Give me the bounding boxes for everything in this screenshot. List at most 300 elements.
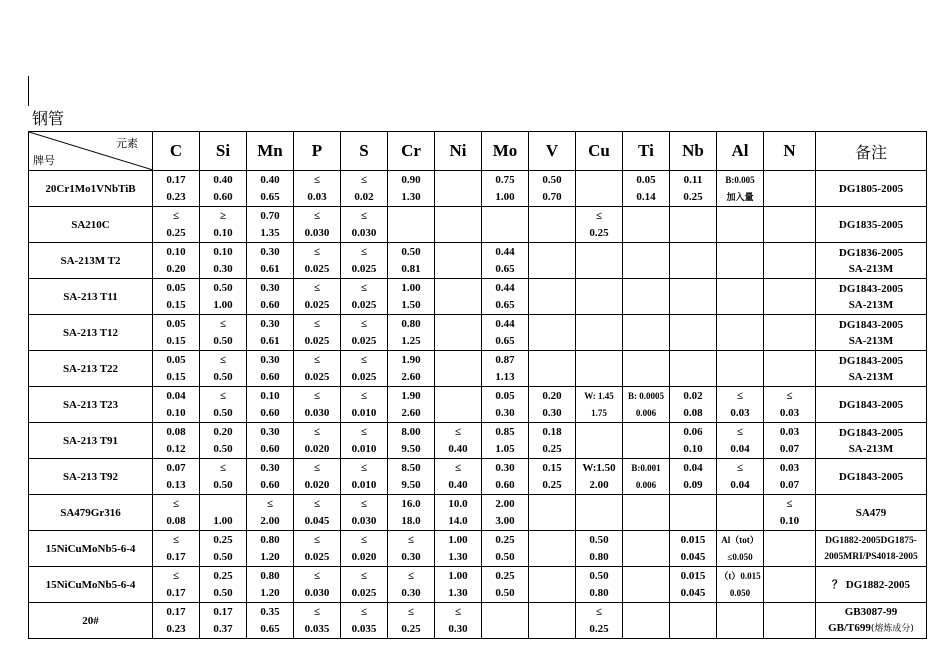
value-cell-al xyxy=(717,387,764,423)
note-text: DG1843-2005 xyxy=(838,470,904,483)
value-min xyxy=(435,173,481,188)
value-cell-si xyxy=(200,243,247,279)
value-min: ≤ xyxy=(219,317,227,330)
value-max: 0.006 xyxy=(635,407,657,418)
value-cell-mo xyxy=(482,459,529,495)
value-cell-cu xyxy=(576,279,623,315)
grade-cell: 15NiCuMoNb5-6-4 xyxy=(29,531,153,567)
value-min xyxy=(764,209,815,224)
value-max: 1.00 xyxy=(495,190,515,203)
value-cell-v xyxy=(529,243,576,279)
value-min xyxy=(670,605,716,620)
value-min: 0.10 xyxy=(166,245,186,258)
value-min: ≤ xyxy=(172,569,180,582)
table-row xyxy=(29,351,927,387)
note-line xyxy=(816,533,926,549)
value-max: 0.50 xyxy=(213,370,233,383)
value-cell-cr xyxy=(388,171,435,207)
value-min: 0.04 xyxy=(166,389,186,402)
value-max xyxy=(576,514,622,529)
value-max: 0.15 xyxy=(166,370,186,383)
value-max xyxy=(717,262,763,277)
value-cell-mn xyxy=(247,315,294,351)
value-cell-s xyxy=(341,531,388,567)
value-min: ≤ xyxy=(313,569,321,582)
value-cell-al xyxy=(717,207,764,243)
value-cell-s xyxy=(341,603,388,639)
value-max: 0.050 xyxy=(729,587,751,598)
value-min xyxy=(576,425,622,440)
value-cell-v xyxy=(529,351,576,387)
value-min: 0.75 xyxy=(495,173,515,186)
value-min xyxy=(482,605,528,620)
note-text: GB3087-99 xyxy=(844,606,898,618)
value-cell-c xyxy=(153,531,200,567)
value-min xyxy=(670,245,716,260)
value-min: ≤ xyxy=(219,389,227,402)
value-max xyxy=(529,622,575,637)
value-max xyxy=(529,334,575,349)
value-max: 3.00 xyxy=(495,514,515,527)
value-max xyxy=(670,514,716,529)
value-max: 0.010 xyxy=(351,406,377,419)
value-max: 0.61 xyxy=(260,262,280,275)
value-max: 0.60 xyxy=(213,190,233,203)
value-max xyxy=(717,334,763,349)
note-text: SA-213M xyxy=(848,334,894,347)
value-cell-si xyxy=(200,387,247,423)
value-cell-nb xyxy=(670,495,717,531)
value-min: ≤ xyxy=(407,569,415,582)
value-cell-v xyxy=(529,315,576,351)
note-text: GB/T699 xyxy=(828,622,871,634)
value-min xyxy=(764,317,815,332)
note-line xyxy=(816,549,926,565)
note-line xyxy=(816,217,926,233)
value-min: 0.10 xyxy=(260,389,280,402)
value-min xyxy=(764,533,815,548)
value-min: ≤ xyxy=(454,605,462,618)
value-min: 0.50 xyxy=(589,569,609,582)
value-min: 0.03 xyxy=(779,461,800,474)
note-line xyxy=(816,297,926,313)
value-max: 0.40 xyxy=(448,478,468,491)
value-max: 0.60 xyxy=(260,370,280,383)
value-min: 0.35 xyxy=(260,605,280,618)
value-min: 0.30 xyxy=(260,317,280,330)
note-line xyxy=(816,369,926,385)
value-min: ≤ xyxy=(313,173,321,186)
value-max: 0.20 xyxy=(166,262,186,275)
value-max xyxy=(435,334,481,349)
value-cell-mn xyxy=(247,531,294,567)
value-cell-cu xyxy=(576,567,623,603)
value-min: 8.50 xyxy=(401,461,421,474)
value-cell-ni xyxy=(435,171,482,207)
note-cell xyxy=(816,423,927,459)
value-max: 0.03 xyxy=(730,406,750,419)
value-max: 0.030 xyxy=(351,226,377,239)
value-max: 0.13 xyxy=(166,478,186,491)
value-min: ≤ xyxy=(736,425,744,438)
value-min: 0.20 xyxy=(213,425,233,438)
value-max: 0.65 xyxy=(495,262,515,275)
value-max: 0.025 xyxy=(351,262,377,275)
value-max: 0.17 xyxy=(166,550,186,563)
note-line xyxy=(816,245,926,261)
value-max: 0.50 xyxy=(213,334,233,347)
value-cell-mn xyxy=(247,207,294,243)
value-min: 1.00 xyxy=(448,533,468,546)
value-cell-v xyxy=(529,459,576,495)
value-cell-cr xyxy=(388,459,435,495)
value-min xyxy=(482,209,528,224)
value-cell-ti xyxy=(623,459,670,495)
value-min: B:0.005 xyxy=(725,174,755,185)
value-max xyxy=(529,514,575,529)
note-text: ？ DG1882-2005 xyxy=(832,578,910,591)
value-min: 0.10 xyxy=(213,245,233,258)
value-cell-p xyxy=(294,207,341,243)
value-max: 0.37 xyxy=(213,622,233,635)
corner-label-grade: 牌号 xyxy=(33,154,55,167)
value-max xyxy=(388,226,434,241)
value-max: 0.60 xyxy=(260,442,280,455)
value-cell-ni xyxy=(435,567,482,603)
value-min xyxy=(529,281,575,296)
value-max: 1.13 xyxy=(495,370,515,383)
value-max: 0.030 xyxy=(304,406,330,419)
value-min: 0.02 xyxy=(683,389,703,402)
note-text: 2005MRI/PS4018-2005 xyxy=(824,551,918,562)
value-min: 0.15 xyxy=(542,461,562,474)
value-min xyxy=(670,317,716,332)
value-max: 0.030 xyxy=(351,514,377,527)
value-max: 1.35 xyxy=(260,226,280,239)
value-max: 1.30 xyxy=(448,586,468,599)
value-min xyxy=(435,281,481,296)
value-cell-mn xyxy=(247,279,294,315)
value-max: 1.75 xyxy=(591,407,607,418)
value-min xyxy=(435,245,481,260)
value-min: 0.80 xyxy=(260,533,280,546)
value-cell-si xyxy=(200,459,247,495)
note-text: SA-213M xyxy=(848,262,894,275)
value-min: ≤ xyxy=(219,353,227,366)
value-min: 0.87 xyxy=(495,353,515,366)
value-cell-ni xyxy=(435,207,482,243)
value-cell-cr xyxy=(388,243,435,279)
value-cell-mn xyxy=(247,495,294,531)
value-cell-n xyxy=(764,315,816,351)
table-row xyxy=(29,459,927,495)
value-min: ≤ xyxy=(360,389,368,402)
value-min: 0.80 xyxy=(401,317,421,330)
value-min xyxy=(529,353,575,368)
value-cell-mn xyxy=(247,423,294,459)
value-min xyxy=(529,317,575,332)
value-cell-v xyxy=(529,567,576,603)
value-min xyxy=(670,209,716,224)
value-min xyxy=(576,245,622,260)
value-min: ≤ xyxy=(313,209,321,222)
value-cell-v xyxy=(529,603,576,639)
value-min: ≤ xyxy=(360,245,368,258)
value-min xyxy=(623,245,669,260)
value-min: ≤ xyxy=(454,461,462,474)
value-cell-ni xyxy=(435,603,482,639)
table-row xyxy=(29,315,927,351)
value-min: ≤ xyxy=(407,605,415,618)
value-max: 0.50 xyxy=(213,406,233,419)
value-cell-c xyxy=(153,495,200,531)
element-header-p: P xyxy=(294,132,341,171)
value-min: 0.44 xyxy=(495,317,515,330)
value-cell-cr xyxy=(388,603,435,639)
value-max: 0.65 xyxy=(495,334,515,347)
value-cell-al xyxy=(717,567,764,603)
value-min: 1.90 xyxy=(401,353,421,366)
value-cell-s xyxy=(341,567,388,603)
value-min: 0.015 xyxy=(680,533,706,546)
value-min xyxy=(435,317,481,332)
value-min xyxy=(764,173,815,188)
value-min xyxy=(717,497,763,512)
value-cell-cr xyxy=(388,351,435,387)
value-min: 2.00 xyxy=(495,497,515,510)
value-cell-n xyxy=(764,243,816,279)
value-min: ≤ xyxy=(313,533,321,546)
value-cell-nb xyxy=(670,423,717,459)
value-max xyxy=(529,226,575,241)
value-min: ≤ xyxy=(786,497,793,510)
value-max: 0.10 xyxy=(683,442,703,455)
value-cell-si xyxy=(200,207,247,243)
value-min: 0.30 xyxy=(495,461,515,474)
value-cell-mn xyxy=(247,387,294,423)
value-min: 0.40 xyxy=(260,173,280,186)
value-min xyxy=(764,569,815,584)
grade-cell: SA479Gr316 xyxy=(29,495,153,531)
note-cell xyxy=(816,459,927,495)
value-cell-v xyxy=(529,279,576,315)
value-min: （t）0.015 xyxy=(719,570,761,581)
value-max: 0.12 xyxy=(166,442,186,455)
value-cell-si xyxy=(200,603,247,639)
value-min: ≤ xyxy=(736,389,744,402)
value-max: 0.15 xyxy=(166,298,186,311)
header-row xyxy=(29,132,927,171)
note-cell xyxy=(816,207,927,243)
section-title: 钢管 xyxy=(32,109,65,128)
value-cell-cu xyxy=(576,603,623,639)
value-min xyxy=(717,353,763,368)
value-min xyxy=(764,605,815,620)
value-cell-ti xyxy=(623,387,670,423)
value-min: 0.11 xyxy=(683,173,703,186)
value-cell-n xyxy=(764,387,816,423)
note-line xyxy=(816,317,926,333)
value-max: 0.025 xyxy=(351,586,377,599)
value-max xyxy=(529,550,575,565)
value-min xyxy=(623,497,669,512)
value-min xyxy=(764,353,815,368)
grade-cell: SA-213 T23 xyxy=(29,387,153,423)
grade-cell: SA210C xyxy=(29,207,153,243)
value-cell-p xyxy=(294,459,341,495)
value-min: ≤ xyxy=(313,353,321,366)
value-max: 0.07 xyxy=(779,478,800,491)
value-cell-v xyxy=(529,531,576,567)
value-cell-ti xyxy=(623,279,670,315)
element-header-n: N xyxy=(764,132,816,171)
value-max: 0.50 xyxy=(213,550,233,563)
value-min: 0.50 xyxy=(401,245,421,258)
value-min: 0.05 xyxy=(495,389,515,402)
value-max: 0.65 xyxy=(260,622,280,635)
value-max xyxy=(435,406,481,421)
value-max: 0.10 xyxy=(213,226,233,239)
value-cell-al xyxy=(717,423,764,459)
note-line xyxy=(816,353,926,369)
value-cell-cu xyxy=(576,531,623,567)
note-line xyxy=(816,620,926,637)
note-cell xyxy=(816,387,927,423)
note-text: SA-213M xyxy=(848,370,894,383)
value-max xyxy=(529,298,575,313)
value-min: 8.00 xyxy=(401,425,421,438)
left-margin-line xyxy=(28,76,29,106)
value-max xyxy=(482,622,528,637)
note-text: DG1843-2005 xyxy=(838,354,904,367)
value-min: ≤ xyxy=(360,497,368,510)
value-cell-nb xyxy=(670,279,717,315)
value-cell-n xyxy=(764,423,816,459)
value-min xyxy=(717,245,763,260)
value-cell-mn xyxy=(247,243,294,279)
value-min: 0.40 xyxy=(213,173,233,186)
value-min xyxy=(717,317,763,332)
value-max: 0.030 xyxy=(304,586,330,599)
value-max xyxy=(576,262,622,277)
value-max xyxy=(717,226,763,241)
note-line xyxy=(816,181,926,197)
table-row xyxy=(29,531,927,567)
value-max xyxy=(717,370,763,385)
value-min: 1.00 xyxy=(401,281,421,294)
value-max xyxy=(717,622,763,637)
value-min xyxy=(670,353,716,368)
value-cell-mo xyxy=(482,387,529,423)
value-min xyxy=(764,281,815,296)
value-cell-cr xyxy=(388,423,435,459)
value-max: 0.70 xyxy=(542,190,562,203)
element-header-ti: Ti xyxy=(623,132,670,171)
note-line xyxy=(816,281,926,297)
value-max: 1.00 xyxy=(213,298,233,311)
value-cell-ti xyxy=(623,531,670,567)
value-min: ≤ xyxy=(313,497,321,510)
value-cell-n xyxy=(764,459,816,495)
value-cell-s xyxy=(341,279,388,315)
value-max: 1.30 xyxy=(401,190,421,203)
value-max: 0.80 xyxy=(589,550,609,563)
value-max xyxy=(435,370,481,385)
value-min xyxy=(435,389,481,404)
value-max: 0.010 xyxy=(351,478,377,491)
value-cell-p xyxy=(294,279,341,315)
value-max: 0.61 xyxy=(260,334,280,347)
value-cell-ni xyxy=(435,279,482,315)
value-cell-s xyxy=(341,171,388,207)
value-max: 0.30 xyxy=(542,406,562,419)
value-cell-cu xyxy=(576,171,623,207)
note-text: DG1805-2005 xyxy=(838,182,904,195)
value-max: 1.20 xyxy=(260,550,280,563)
value-cell-nb xyxy=(670,243,717,279)
value-max: 0.08 xyxy=(683,406,703,419)
value-cell-v xyxy=(529,495,576,531)
value-min xyxy=(529,605,575,620)
value-cell-ti xyxy=(623,423,670,459)
value-cell-al xyxy=(717,171,764,207)
value-max xyxy=(717,298,763,313)
grade-cell: SA-213 T12 xyxy=(29,315,153,351)
element-header-ni: Ni xyxy=(435,132,482,171)
value-max: 0.025 xyxy=(304,298,330,311)
value-min: Al（tot） xyxy=(721,534,759,545)
value-max: 0.65 xyxy=(495,298,515,311)
value-max xyxy=(623,442,669,457)
value-max: 0.03 xyxy=(307,190,327,203)
value-cell-n xyxy=(764,171,816,207)
note-text: DG1843-2005 xyxy=(838,282,904,295)
value-cell-v xyxy=(529,423,576,459)
value-min xyxy=(623,605,669,620)
value-min xyxy=(623,353,669,368)
element-header-si: Si xyxy=(200,132,247,171)
value-min: 1.00 xyxy=(448,569,468,582)
value-max: 0.020 xyxy=(304,442,330,455)
value-min: W:1.50 xyxy=(582,461,616,474)
value-min xyxy=(576,173,622,188)
value-min xyxy=(200,497,246,512)
value-cell-p xyxy=(294,423,341,459)
value-cell-cu xyxy=(576,423,623,459)
value-cell-mn xyxy=(247,603,294,639)
value-cell-al xyxy=(717,351,764,387)
value-cell-nb xyxy=(670,567,717,603)
value-cell-n xyxy=(764,351,816,387)
note-line xyxy=(816,505,926,521)
value-cell-cu xyxy=(576,459,623,495)
value-max xyxy=(623,622,669,637)
value-cell-c xyxy=(153,387,200,423)
value-max: 0.025 xyxy=(351,334,377,347)
value-max: 0.08 xyxy=(166,514,186,527)
value-max xyxy=(670,622,716,637)
value-min: ≤ xyxy=(360,533,368,546)
value-max xyxy=(623,262,669,277)
value-min: 0.015 xyxy=(680,569,706,582)
value-cell-mo xyxy=(482,279,529,315)
value-cell-ni xyxy=(435,423,482,459)
value-cell-cr xyxy=(388,567,435,603)
value-cell-nb xyxy=(670,315,717,351)
value-cell-p xyxy=(294,495,341,531)
value-cell-ni xyxy=(435,495,482,531)
value-cell-cu xyxy=(576,207,623,243)
